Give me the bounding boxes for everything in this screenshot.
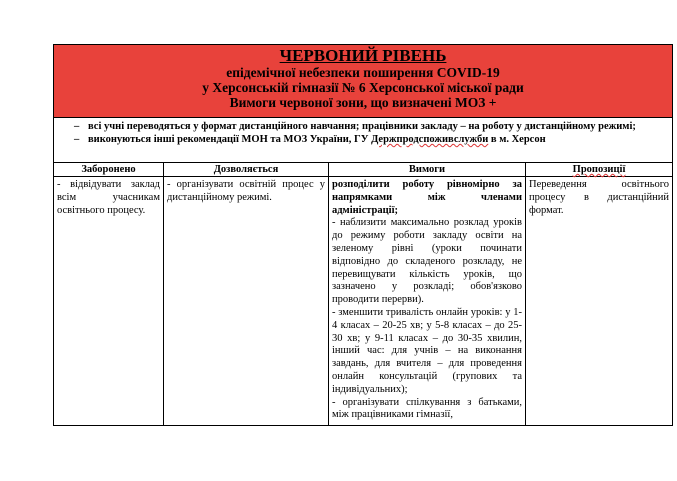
column-header-proposals — [526, 163, 673, 177]
cell-requirements — [329, 177, 526, 426]
requirement-text-2-suffix: в м. Херсон — [488, 134, 546, 145]
requirement-text-1: всі учні переводяться у формат дистанційного навчання; працівники закладу – на роботу у дистанційному режимі; — [88, 121, 636, 132]
column-header-requirements: Вимоги — [329, 163, 526, 177]
requirement-paragraph-3: - організувати спілкування з батьками, між працівниками гімназії, — [332, 396, 522, 421]
general-requirements — [54, 118, 673, 163]
dash-bullet: – — [74, 121, 80, 132]
header-subtitle-3: Вимоги червоної зони, що визначені МОЗ + — [229, 95, 497, 110]
page-title: ЧЕРВОНИЙ РІВЕНЬ — [279, 46, 447, 65]
cell-allowed — [164, 177, 329, 426]
header-subtitle-2: у Херсонській гімназії № 6 Херсонської міської ради — [202, 80, 524, 95]
column-header-allowed: Дозволяється — [164, 163, 329, 177]
requirement-bold-text: розподілити роботу рівномірно за напрямками між членами адміністрації; — [332, 179, 522, 216]
requirement-paragraph-2: - зменшити тривалість онлайн уроків: у 1-4 класах – 20-25 хв; у 5-8 класах – до 25-30 хв; у 9-11 класах – до 30-35 хвилин, інший час: для учнів – на виконання завдань, для вчителя – для проведення онлайн консультацій (групових та індивідуальних); — [332, 306, 522, 395]
proposals-text: Переведення освітнього процесу в дистанційний формат. — [529, 179, 670, 216]
requirement-paragraph-1: - наблизити максимально розклад уроків до режиму роботи закладу освіти на зеленому рівні (уроки починати відповідно до складеного розкладу, не перевищувати кількість уроків, що зазначено у розкладі; обов'язково проводити перерви). — [332, 217, 522, 306]
requirement-text-2-prefix: виконуються інші рекомендації МОН та МОЗ України, ГУ — [88, 134, 372, 145]
requirement-text-2 — [88, 133, 546, 146]
red-level-header — [54, 45, 673, 118]
header-subtitle-1: епідемічної небезпеки поширення COVID-19 — [226, 65, 500, 80]
dash-bullet: – — [74, 134, 80, 145]
cell-forbidden — [54, 177, 164, 426]
cell-proposals — [526, 177, 673, 426]
spellcheck-underlined-word: Держпродспоживслужби — [371, 134, 489, 145]
allowed-text: - організувати освітній процес у дистанційному режимі. — [167, 179, 325, 203]
requirement-item-1 — [74, 120, 668, 133]
column-header-forbidden: Заборонено — [54, 163, 164, 177]
requirement-item-2 — [74, 133, 668, 146]
forbidden-text: - відвідувати заклад всім учасникам освітнього процесу. — [57, 179, 160, 216]
column-header-proposals-text: Пропозиції — [572, 164, 626, 175]
red-level-table — [53, 44, 673, 426]
